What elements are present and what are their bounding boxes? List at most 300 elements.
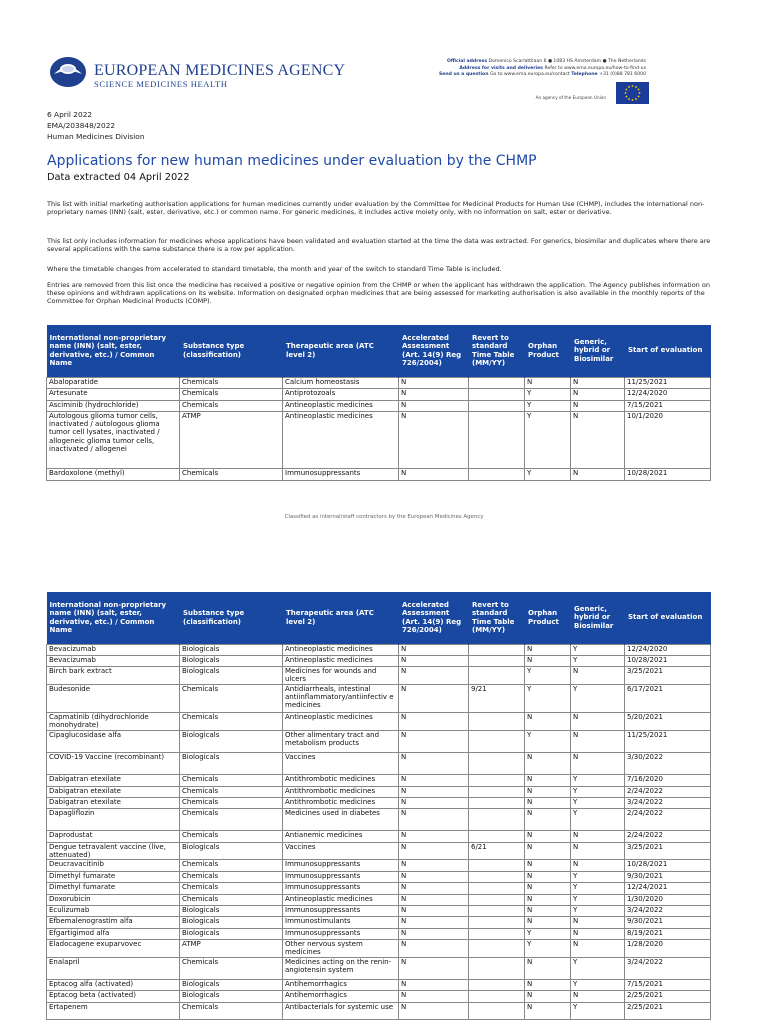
question-label: Send us a question bbox=[438, 72, 489, 78]
cell-substance-type: Chemicals bbox=[180, 860, 283, 871]
cell-inn: Bevacizumab bbox=[47, 644, 180, 655]
table-row bbox=[47, 831, 711, 842]
cell-substance-type: Chemicals bbox=[180, 809, 283, 831]
table-row bbox=[47, 991, 711, 1002]
col-header-substance-type: Substance type (classification) bbox=[180, 325, 283, 377]
cell-substance-type: Chemicals bbox=[180, 469, 283, 481]
cell-inn: Eculizumab bbox=[47, 905, 180, 916]
eu-agency-note: An agency of the European Union bbox=[535, 95, 606, 100]
col-header-revert: Revert to standard Time Table (MM/YY) bbox=[469, 592, 525, 644]
cell-therapeutic-area: Immunosuppressants bbox=[283, 860, 399, 871]
cell-generic: Y bbox=[571, 798, 625, 809]
cell-accelerated: N bbox=[399, 940, 469, 958]
cell-start: 2/25/2021 bbox=[625, 991, 711, 1002]
cell-orphan: Y bbox=[525, 667, 571, 685]
cell-start: 9/30/2021 bbox=[625, 871, 711, 882]
cell-substance-type: Biologicals bbox=[180, 991, 283, 1002]
cell-revert bbox=[469, 894, 525, 905]
visits-text[interactable]: Refer to www.ema.europa.eu/how-to-find-us bbox=[544, 65, 646, 71]
cell-start: 2/24/2022 bbox=[625, 809, 711, 831]
cell-substance-type: Biologicals bbox=[180, 667, 283, 685]
cell-therapeutic-area: Medicines used in diabetes bbox=[283, 809, 399, 831]
eu-star-icon bbox=[632, 99, 634, 101]
table-row bbox=[47, 894, 711, 905]
cell-start: 3/24/2022 bbox=[625, 798, 711, 809]
cell-accelerated: N bbox=[399, 980, 469, 991]
cell-therapeutic-area: Vaccines bbox=[283, 842, 399, 860]
table-row bbox=[47, 883, 711, 894]
cell-substance-type: Biologicals bbox=[180, 655, 283, 666]
table-header-row bbox=[47, 592, 711, 644]
eu-star-icon bbox=[635, 98, 637, 100]
cell-accelerated: N bbox=[399, 713, 469, 731]
cell-substance-type: Biologicals bbox=[180, 928, 283, 939]
cell-start: 10/28/2021 bbox=[625, 469, 711, 481]
cell-inn: COVID-19 Vaccine (recombinant) bbox=[47, 752, 180, 775]
visits-label: Address for visits and deliveries bbox=[459, 65, 543, 71]
cell-inn: Ertapenem bbox=[47, 1002, 180, 1020]
cell-substance-type: Chemicals bbox=[180, 389, 283, 401]
cell-therapeutic-area: Antineoplastic medicines bbox=[283, 713, 399, 731]
cell-start: 3/24/2022 bbox=[625, 957, 711, 980]
cell-start: 11/25/2021 bbox=[625, 730, 711, 752]
col-header-orphan: Orphan Product bbox=[525, 592, 571, 644]
cell-orphan: Y bbox=[525, 389, 571, 401]
cell-inn: Cipaglucosidase alfa bbox=[47, 730, 180, 752]
cell-start: 12/24/2021 bbox=[625, 883, 711, 894]
cell-orphan: N bbox=[525, 798, 571, 809]
cell-generic: Y bbox=[571, 655, 625, 666]
cell-substance-type: Chemicals bbox=[180, 775, 283, 786]
col-header-substance-type: Substance type (classification) bbox=[180, 592, 283, 644]
table-row bbox=[47, 400, 711, 412]
table-row bbox=[47, 775, 711, 786]
agency-tagline: SCIENCE MEDICINES HEALTH bbox=[94, 79, 228, 89]
col-header-accelerated: Accelerated Assessment (Art. 14(9) Reg 726/2004) bbox=[399, 592, 469, 644]
cell-substance-type: Chemicals bbox=[180, 786, 283, 797]
cell-inn: Eptacog alfa (activated) bbox=[47, 980, 180, 991]
cell-orphan: Y bbox=[525, 684, 571, 713]
cell-orphan: N bbox=[525, 775, 571, 786]
cell-accelerated: N bbox=[399, 917, 469, 928]
table-row bbox=[47, 377, 711, 389]
table-row bbox=[47, 917, 711, 928]
cell-revert bbox=[469, 980, 525, 991]
cell-accelerated: N bbox=[399, 667, 469, 685]
cell-accelerated: N bbox=[399, 798, 469, 809]
table-row bbox=[47, 667, 711, 685]
cell-substance-type: ATMP bbox=[180, 940, 283, 958]
cell-inn: Abaloparatide bbox=[47, 377, 180, 389]
cell-start: 7/15/2021 bbox=[625, 980, 711, 991]
cell-generic: N bbox=[571, 831, 625, 842]
cell-therapeutic-area: Immunosuppressants bbox=[283, 905, 399, 916]
page-title: Applications for new human medicines under evaluation by the CHMP bbox=[47, 153, 537, 169]
cell-revert bbox=[469, 917, 525, 928]
official-address-label: Official address bbox=[446, 59, 488, 64]
cell-revert bbox=[469, 831, 525, 842]
cell-accelerated: N bbox=[399, 412, 469, 469]
applications-table-page-2 bbox=[46, 592, 711, 1020]
table-row bbox=[47, 1002, 711, 1020]
table-row bbox=[47, 928, 711, 939]
cell-start: 2/24/2022 bbox=[625, 786, 711, 797]
cell-accelerated: N bbox=[399, 883, 469, 894]
cell-inn: Enalapril bbox=[47, 957, 180, 980]
table-row bbox=[47, 940, 711, 958]
cell-start: 3/25/2021 bbox=[625, 842, 711, 860]
page-subtitle: Data extracted 04 April 2022 bbox=[47, 172, 190, 183]
cell-therapeutic-area: Antineoplastic medicines bbox=[283, 644, 399, 655]
cell-generic: N bbox=[571, 730, 625, 752]
telephone-label: Telephone bbox=[571, 72, 598, 78]
eu-star-icon bbox=[638, 89, 640, 91]
cell-substance-type: Chemicals bbox=[180, 684, 283, 713]
table-row bbox=[47, 842, 711, 860]
cell-generic: N bbox=[571, 469, 625, 481]
cell-orphan: Y bbox=[525, 400, 571, 412]
cell-orphan: N bbox=[525, 655, 571, 666]
cell-revert bbox=[469, 469, 525, 481]
eu-star-icon bbox=[628, 98, 630, 100]
cell-start: 12/24/2020 bbox=[625, 389, 711, 401]
cell-substance-type: Chemicals bbox=[180, 400, 283, 412]
eu-star-icon bbox=[639, 92, 641, 94]
cell-revert bbox=[469, 905, 525, 916]
cell-orphan: N bbox=[525, 1002, 571, 1020]
cell-therapeutic-area: Antihemorrhagics bbox=[283, 980, 399, 991]
cell-start: 6/17/2021 bbox=[625, 684, 711, 713]
cell-therapeutic-area: Antibacterials for systemic use bbox=[283, 1002, 399, 1020]
cell-generic: N bbox=[571, 991, 625, 1002]
cell-accelerated: N bbox=[399, 831, 469, 842]
cell-therapeutic-area: Antineoplastic medicines bbox=[283, 894, 399, 905]
cell-orphan: N bbox=[525, 809, 571, 831]
cell-start: 5/20/2021 bbox=[625, 713, 711, 731]
cell-orphan: N bbox=[525, 752, 571, 775]
table-row bbox=[47, 809, 711, 831]
cell-therapeutic-area: Antithrombotic medicines bbox=[283, 798, 399, 809]
timetable-paragraph: Where the timetable changes from accelerated to standard timetable, the month and year of the switch to standard Time Table is included. bbox=[47, 265, 502, 273]
cell-start: 3/24/2022 bbox=[625, 905, 711, 916]
agency-name: EUROPEAN MEDICINES AGENCY bbox=[94, 62, 346, 79]
cell-generic: N bbox=[571, 940, 625, 958]
cell-therapeutic-area: Immunostimulants bbox=[283, 917, 399, 928]
cell-accelerated: N bbox=[399, 400, 469, 412]
cell-generic: Y bbox=[571, 957, 625, 980]
cell-substance-type: Chemicals bbox=[180, 798, 283, 809]
cell-orphan: N bbox=[525, 905, 571, 916]
table-row bbox=[47, 752, 711, 775]
cell-revert bbox=[469, 377, 525, 389]
cell-substance-type: Biologicals bbox=[180, 905, 283, 916]
cell-accelerated: N bbox=[399, 809, 469, 831]
cell-start: 10/1/2020 bbox=[625, 412, 711, 469]
cell-inn: Doxorubicin bbox=[47, 894, 180, 905]
intro-paragraph: This list with initial marketing authorisation applications for human medicines currently under evaluation by the Committee for Medicinal Products for Human Use (CHMP), includes the international non-proprietary names (INN) (salt, ester, derivative, etc.) or common name. For generic medicines, it includes active moiety only, with no information on salt, ester or derivative. bbox=[47, 200, 705, 217]
cell-start: 12/24/2020 bbox=[625, 644, 711, 655]
cell-revert bbox=[469, 644, 525, 655]
table-row bbox=[47, 730, 711, 752]
cell-inn: Dabigatran etexilate bbox=[47, 798, 180, 809]
cell-inn: Efgartigimod alfa bbox=[47, 928, 180, 939]
cell-revert bbox=[469, 883, 525, 894]
cell-inn: Artesunate bbox=[47, 389, 180, 401]
cell-inn: Autologous glioma tumor cells, inactivated / autologous glioma tumor cell lysates, inactivated / allogeneic glioma tumor cells, inactivated / allogenei bbox=[47, 412, 180, 469]
cell-orphan: Y bbox=[525, 940, 571, 958]
cell-therapeutic-area: Antineoplastic medicines bbox=[283, 655, 399, 666]
cell-generic: Y bbox=[571, 871, 625, 882]
col-header-start: Start of evaluation bbox=[625, 325, 711, 377]
cell-start: 3/25/2021 bbox=[625, 667, 711, 685]
cell-inn: Dimethyl fumarate bbox=[47, 883, 180, 894]
cell-accelerated: N bbox=[399, 871, 469, 882]
eu-star-icon bbox=[626, 96, 628, 98]
cell-accelerated: N bbox=[399, 957, 469, 980]
cell-generic: Y bbox=[571, 786, 625, 797]
cell-accelerated: N bbox=[399, 842, 469, 860]
cell-generic: Y bbox=[571, 1002, 625, 1020]
cell-orphan: N bbox=[525, 860, 571, 871]
cell-therapeutic-area: Antianemic medicines bbox=[283, 831, 399, 842]
cell-inn: Birch bark extract bbox=[47, 667, 180, 685]
table-row bbox=[47, 786, 711, 797]
cell-revert bbox=[469, 412, 525, 469]
cell-generic: Y bbox=[571, 809, 625, 831]
cell-generic: N bbox=[571, 842, 625, 860]
cell-revert bbox=[469, 667, 525, 685]
cell-start: 8/19/2021 bbox=[625, 928, 711, 939]
cell-therapeutic-area: Immunosuppressants bbox=[283, 928, 399, 939]
cell-therapeutic-area: Antihemorrhagics bbox=[283, 991, 399, 1002]
document-reference: EMA/203848/2022 bbox=[47, 121, 116, 131]
cell-start: 1/28/2020 bbox=[625, 940, 711, 958]
cell-inn: Dapagliflozin bbox=[47, 809, 180, 831]
col-header-orphan: Orphan Product bbox=[525, 325, 571, 377]
cell-substance-type: Chemicals bbox=[180, 883, 283, 894]
document-date: 6 April 2022 bbox=[47, 110, 93, 119]
eu-star-icon bbox=[632, 85, 634, 87]
cell-substance-type: Biologicals bbox=[180, 752, 283, 775]
cell-orphan: Y bbox=[525, 730, 571, 752]
cell-revert bbox=[469, 809, 525, 831]
table-row bbox=[47, 655, 711, 666]
cell-inn: Dabigatran etexilate bbox=[47, 786, 180, 797]
cell-accelerated: N bbox=[399, 905, 469, 916]
cell-generic: N bbox=[571, 917, 625, 928]
cell-revert bbox=[469, 940, 525, 958]
cell-accelerated: N bbox=[399, 684, 469, 713]
document-meta bbox=[47, 109, 145, 143]
cell-inn: Efbemalenograstim alfa bbox=[47, 917, 180, 928]
cell-therapeutic-area: Antiprotozoals bbox=[283, 389, 399, 401]
cell-orphan: N bbox=[525, 991, 571, 1002]
col-header-revert: Revert to standard Time Table (MM/YY) bbox=[469, 325, 525, 377]
cell-orphan: Y bbox=[525, 469, 571, 481]
cell-inn: Deucravacitinib bbox=[47, 860, 180, 871]
cell-substance-type: Biologicals bbox=[180, 917, 283, 928]
table-row bbox=[47, 798, 711, 809]
cell-generic: Y bbox=[571, 883, 625, 894]
table-row bbox=[47, 644, 711, 655]
document-division: Human Medicines Division bbox=[47, 132, 145, 142]
cell-revert bbox=[469, 752, 525, 775]
table-row bbox=[47, 980, 711, 991]
cell-accelerated: N bbox=[399, 655, 469, 666]
cell-inn: Capmatinib (dihydrochloride monohydrate) bbox=[47, 713, 180, 731]
cell-substance-type: Chemicals bbox=[180, 377, 283, 389]
cell-inn: Budesonide bbox=[47, 684, 180, 713]
cell-inn: Dabigatran etexilate bbox=[47, 775, 180, 786]
cell-revert bbox=[469, 655, 525, 666]
ema-logo-icon bbox=[48, 54, 88, 88]
cell-therapeutic-area: Immunosuppressants bbox=[283, 871, 399, 882]
telephone: +31 (0)88 781 6000 bbox=[599, 72, 646, 78]
cell-start: 11/25/2021 bbox=[625, 377, 711, 389]
table-row bbox=[47, 957, 711, 980]
cell-therapeutic-area: Calcium homeostasis bbox=[283, 377, 399, 389]
eu-star-icon bbox=[635, 86, 637, 88]
cell-substance-type: Biologicals bbox=[180, 842, 283, 860]
cell-generic: N bbox=[571, 667, 625, 685]
cell-accelerated: N bbox=[399, 377, 469, 389]
classification-note: Classified as internal/staff contractors by the European Medicines Agency bbox=[284, 514, 484, 520]
cell-accelerated: N bbox=[399, 928, 469, 939]
cell-therapeutic-area: Medicines for wounds and ulcers bbox=[283, 667, 399, 685]
col-header-generic: Generic, hybrid or Biosimilar bbox=[571, 325, 625, 377]
cell-generic: Y bbox=[571, 684, 625, 713]
cell-substance-type: ATMP bbox=[180, 412, 283, 469]
cell-revert bbox=[469, 871, 525, 882]
scope-paragraph: This list only includes information for medicines whose applications have been validated and evaluation started at the time the data was extracted. For generics, biosimilar and duplicates where there are several applications with the same substance there is a row per application. bbox=[47, 237, 711, 254]
cell-inn: Bevacizumab bbox=[47, 655, 180, 666]
cell-accelerated: N bbox=[399, 469, 469, 481]
table-header-row bbox=[47, 325, 711, 377]
col-header-therapeutic-area: Therapeutic area (ATC level 2) bbox=[283, 325, 399, 377]
cell-revert: 6/21 bbox=[469, 842, 525, 860]
cell-start: 7/16/2020 bbox=[625, 775, 711, 786]
cell-generic: N bbox=[571, 928, 625, 939]
cell-inn: Daprodustat bbox=[47, 831, 180, 842]
cell-revert bbox=[469, 389, 525, 401]
cell-generic: N bbox=[571, 400, 625, 412]
cell-orphan: N bbox=[525, 842, 571, 860]
cell-orphan: N bbox=[525, 957, 571, 980]
cell-accelerated: N bbox=[399, 1002, 469, 1020]
table-row bbox=[47, 389, 711, 401]
cell-inn: Eladocagene exuparvovec bbox=[47, 940, 180, 958]
col-header-start: Start of evaluation bbox=[625, 592, 711, 644]
question-text[interactable]: Go to www.ema.europa.eu/contact bbox=[489, 72, 570, 78]
col-header-therapeutic-area: Therapeutic area (ATC level 2) bbox=[283, 592, 399, 644]
cell-substance-type: Biologicals bbox=[180, 730, 283, 752]
cell-start: 2/24/2022 bbox=[625, 831, 711, 842]
cell-orphan: N bbox=[525, 713, 571, 731]
cell-substance-type: Chemicals bbox=[180, 1002, 283, 1020]
cell-therapeutic-area: Other nervous system medicines bbox=[283, 940, 399, 958]
cell-therapeutic-area: Other alimentary tract and metabolism products bbox=[283, 730, 399, 752]
cell-generic: Y bbox=[571, 775, 625, 786]
cell-therapeutic-area: Antithrombotic medicines bbox=[283, 786, 399, 797]
cell-orphan: N bbox=[525, 917, 571, 928]
table-row bbox=[47, 905, 711, 916]
table-row bbox=[47, 412, 711, 469]
cell-revert bbox=[469, 928, 525, 939]
cell-substance-type: Chemicals bbox=[180, 831, 283, 842]
cell-accelerated: N bbox=[399, 991, 469, 1002]
cell-start: 9/30/2021 bbox=[625, 917, 711, 928]
cell-orphan: N bbox=[525, 894, 571, 905]
cell-revert bbox=[469, 713, 525, 731]
col-header-inn: International non-proprietary name (INN) (salt, ester, derivative, etc.) / Common Name bbox=[47, 325, 180, 377]
cell-substance-type: Chemicals bbox=[180, 871, 283, 882]
cell-generic: N bbox=[571, 377, 625, 389]
eu-star-icon bbox=[626, 89, 628, 91]
cell-accelerated: N bbox=[399, 894, 469, 905]
cell-therapeutic-area: Antineoplastic medicines bbox=[283, 412, 399, 469]
cell-revert bbox=[469, 1002, 525, 1020]
col-header-accelerated: Accelerated Assessment (Art. 14(9) Reg 726/2004) bbox=[399, 325, 469, 377]
cell-start: 3/30/2022 bbox=[625, 752, 711, 775]
cell-substance-type: Biologicals bbox=[180, 644, 283, 655]
cell-therapeutic-area: Antidiarrheals, intestinal antiinflammatory/antiinfectiv e medicines bbox=[283, 684, 399, 713]
cell-start: 7/15/2021 bbox=[625, 400, 711, 412]
cell-inn: Dimethyl fumarate bbox=[47, 871, 180, 882]
official-address: Domenico Scarlattilaan 6 ● 1083 HS Amsterdam ● The Netherlands bbox=[488, 59, 646, 64]
cell-revert bbox=[469, 786, 525, 797]
cell-substance-type: Biologicals bbox=[180, 980, 283, 991]
cell-orphan: N bbox=[525, 831, 571, 842]
cell-therapeutic-area: Medicines acting on the renin-angiotensin system bbox=[283, 957, 399, 980]
cell-start: 10/28/2021 bbox=[625, 860, 711, 871]
table-row bbox=[47, 684, 711, 713]
cell-orphan: N bbox=[525, 644, 571, 655]
cell-generic: Y bbox=[571, 980, 625, 991]
cell-orphan: N bbox=[525, 883, 571, 894]
col-header-inn: International non-proprietary name (INN) (salt, ester, derivative, etc.) / Common Name bbox=[47, 592, 180, 644]
table-row bbox=[47, 860, 711, 871]
cell-revert bbox=[469, 860, 525, 871]
cell-revert bbox=[469, 730, 525, 752]
cell-generic: N bbox=[571, 412, 625, 469]
cell-orphan: N bbox=[525, 377, 571, 389]
cell-accelerated: N bbox=[399, 775, 469, 786]
eu-star-icon bbox=[628, 86, 630, 88]
cell-accelerated: N bbox=[399, 752, 469, 775]
cell-generic: N bbox=[571, 752, 625, 775]
cell-substance-type: Chemicals bbox=[180, 713, 283, 731]
cell-orphan: Y bbox=[525, 412, 571, 469]
table-row bbox=[47, 871, 711, 882]
cell-generic: Y bbox=[571, 905, 625, 916]
table-row bbox=[47, 469, 711, 481]
cell-accelerated: N bbox=[399, 644, 469, 655]
cell-revert bbox=[469, 957, 525, 980]
col-header-generic: Generic, hybrid or Biosimilar bbox=[571, 592, 625, 644]
cell-revert bbox=[469, 991, 525, 1002]
cell-orphan: N bbox=[525, 871, 571, 882]
cell-revert bbox=[469, 400, 525, 412]
table-row bbox=[47, 713, 711, 731]
cell-start: 2/25/2021 bbox=[625, 1002, 711, 1020]
cell-revert: 9/21 bbox=[469, 684, 525, 713]
contact-block bbox=[439, 59, 646, 79]
cell-accelerated: N bbox=[399, 860, 469, 871]
cell-revert bbox=[469, 775, 525, 786]
cell-therapeutic-area: Vaccines bbox=[283, 752, 399, 775]
eu-star-icon bbox=[625, 92, 627, 94]
cell-substance-type: Chemicals bbox=[180, 957, 283, 980]
